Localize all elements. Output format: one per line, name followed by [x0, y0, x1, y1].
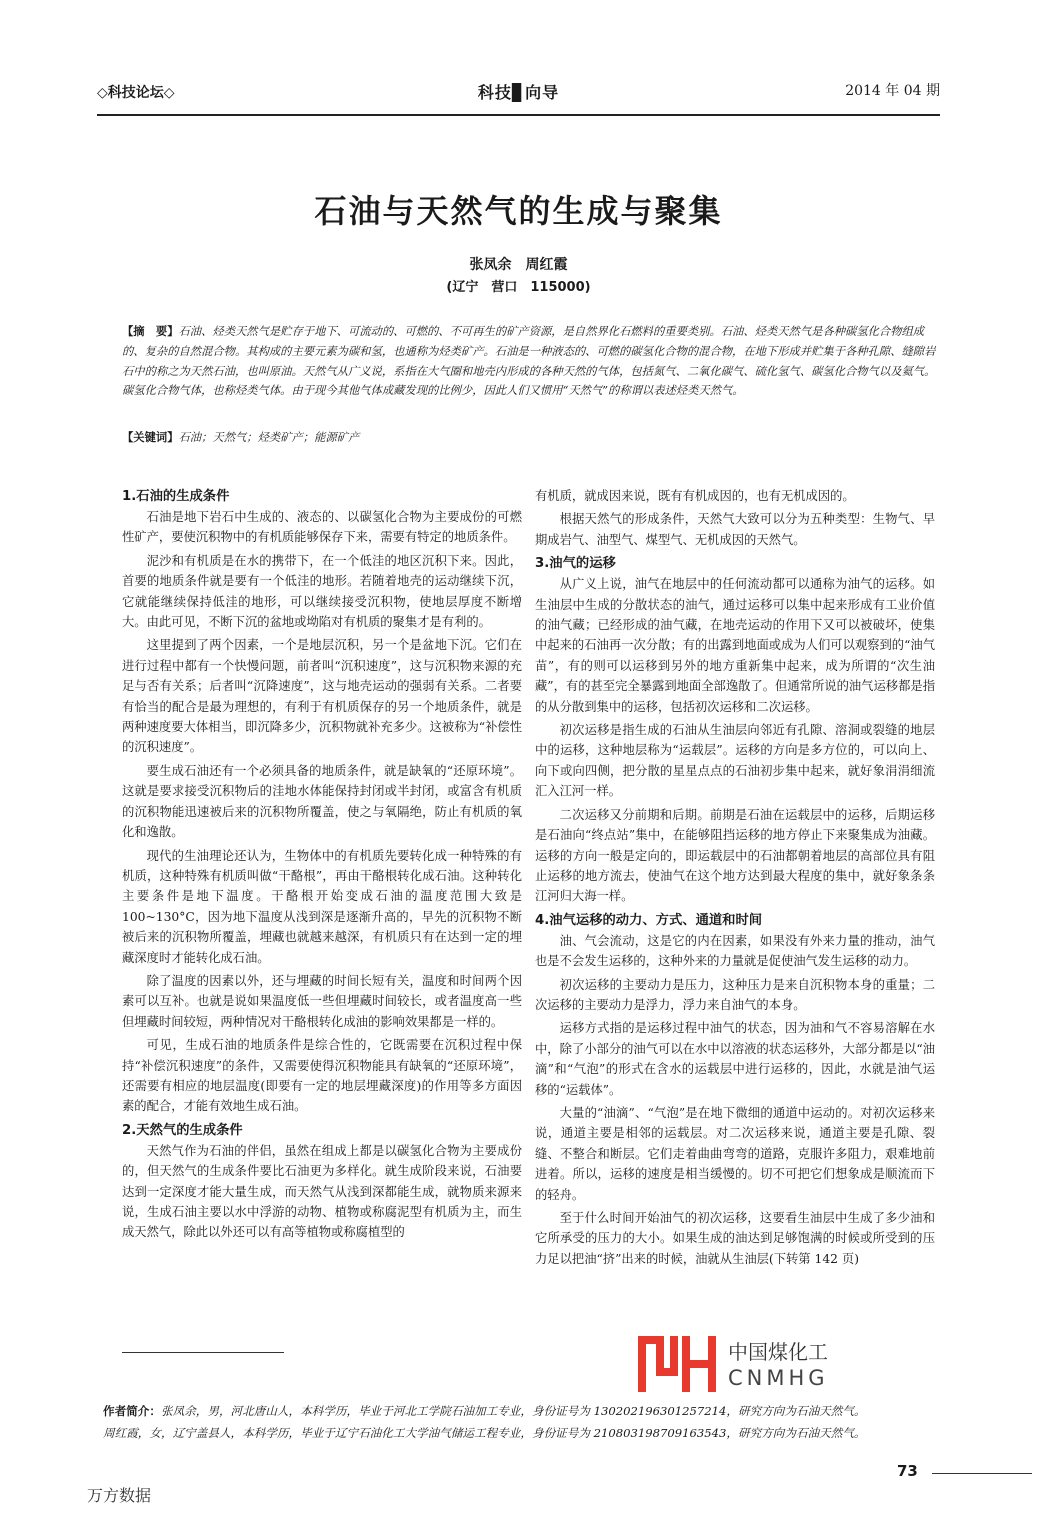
page-header: [97, 78, 940, 116]
section-heading-1: 1.石油的生成条件: [122, 489, 230, 504]
section-label: ◇科技论坛◇: [97, 85, 175, 101]
keywords: [122, 428, 945, 447]
paragraph: 有机质，就成因来说，既有有机成因的，也有无机成因的。: [535, 489, 855, 503]
paragraph: 二次运移又分前期和后期。前期是石油在运载层中的运移，后期运移是石油向“终点站”集中，在能够阻挡运移的地方停止下来聚集成为油藏。运移的方向一般是定向的，即运载层中的石油都朝着地层的高部位具有阻止运移的地方流去，使油气在这个地方达到最大程度的集中，就好象条条江河归大海一样。: [535, 807, 935, 904]
issue-label: 2014 年 04 期: [845, 83, 940, 99]
right-column: [535, 486, 935, 1272]
article-authors: 张凤余 周红霞: [469, 257, 568, 273]
paragraph: 天然气作为石油的伴侣，虽然在组成上都是以碳氢化合物为主要成份的，但天然气的生成条件要比石油更为多样化。就生成阶段来说，石油要达到一定深度才能大量生成，而天然气从浅到深都能生成，就物质来源来说，生成石油主要以水中浮游的动物、植物或称腐泥型有机质为主，而生成天然气，除此以外还可以有高等植物或称腐植型的: [122, 1143, 522, 1240]
article-affiliation: (辽宁 营口 115000): [446, 280, 591, 295]
paragraph: 初次运移的主要动力是压力，这种压力是来自沉积物本身的重量；二次运移的主要动力是浮力，浮力来自油气的本身。: [535, 977, 935, 1012]
logo-name-en: CNMHG: [728, 1366, 829, 1390]
page-number: 73: [897, 1462, 918, 1480]
article-title: 石油与天然气的生成与聚集: [314, 192, 723, 230]
author-note-text-1: 张凤余，男，河北唐山人，本科学历，毕业于河北工学院石油加工专业，身份证号为 130202196301257214，研究方向为石油天然气。: [160, 1404, 866, 1418]
logo-name-cn: 中国煤化工: [728, 1340, 828, 1364]
paragraph: 除了温度的因素以外，还与埋藏的时间长短有关，温度和时间两个因素可以互补。也就是说如果温度低一些但埋藏时间较长，或者温度高一些但埋藏时间较短，两种情况对干酪根转化成油的影响效果都是一样的。: [122, 973, 522, 1029]
abstract-label: 【摘 要】: [122, 324, 179, 338]
database-watermark: 万方数据: [87, 1486, 152, 1505]
author-note-label: 作者简介：: [103, 1404, 161, 1418]
section-heading-2: 2.天然气的生成条件: [122, 1122, 243, 1138]
keywords-text: 石油；天然气；烃类矿产；能源矿产: [178, 431, 360, 444]
paragraph: 可见，生成石油的地质条件是综合性的，它既需要在沉积过程中保持“补偿沉积速度”的条件，又需要使得沉积物能具有缺氧的“还原环境”，还需要有相应的地层温度(即要有一定的地层埋藏深度)的作用等多方面因素的配合，才能有效地生成石油。: [122, 1038, 522, 1114]
footnote-divider: [122, 1352, 284, 1353]
header-divider: [97, 114, 940, 116]
paragraph: 至于什么时间开始油气的初次运移，这要看生油层中生成了多少油和它所承受的压力的大小。如果生成的油达到足够饱满的时候或所受到的压力足以把油“挤”出来的时候，油就从生油层(下转第 142 页): [535, 1211, 935, 1266]
paragraph: 从广义上说，油气在地层中的任何流动都可以通称为油气的运移。如生油层中生成的分散状态的油气，通过运移可以集中起来形成有工业价值的油气藏；已经形成的油气藏，在地壳运动的作用下又可以被破坏，使集中起来的石油再一次分散；有的出露到地面或成为人们可以观察到的“油气苗”，有的则可以运移到另外的地方重新集中起来，成为所谓的“次生油藏”，有的甚至完全暴露到地面全部逸散了。但通常所说的油气运移都是指的从分散到集中的运移，包括初次运移和二次运移。: [535, 577, 935, 714]
page-number-rule: [932, 1473, 1032, 1474]
paragraph: 大量的“油滴”、“气泡”是在地下微细的通道中运动的。对初次运移来说，通道主要是相邻的运载层。对二次运移来说，通道主要是孔隙、裂缝、不整合和断层。它们走着曲曲弯弯的道路，克服许多阻力，艰难地前进着。所以，运移的速度是相当缓慢的。切不可把它们想象成是顺流而下的轻舟。: [535, 1105, 935, 1202]
section-heading-4: 4.油气运移的动力、方式、通道和时间: [535, 912, 763, 928]
left-column: [122, 486, 522, 1246]
author-note: [103, 1400, 977, 1444]
journal-name: 科技▊向导: [477, 83, 560, 102]
paragraph: 石油是地下岩石中生成的、液态的、以碳氢化合物为主要成份的可燃性矿产，要使沉积物中的有机质能够保存下来，需要有特定的地质条件。: [122, 510, 522, 545]
paragraph: 现代的生油理论还认为，生物体中的有机质先要转化成一种特殊的有机质，这种特殊有机质叫做“干酪根”，再由干酪根转化成石油。这种转化主要条件是地下温度。干酪根开始变成石油的温度范围大致是100~130°C，因为地下温度从浅到深是逐渐升高的，早先的沉积物不断被后来的沉积物所覆盖，埋藏也就越来越深，有机质只有在达到一定的埋藏深度时才能转化成石油。: [122, 848, 522, 965]
keywords-label: 【关键词】: [122, 430, 179, 444]
paragraph: 根据天然气的形成条件，天然气大致可以分为五种类型：生物气、早期成岩气、油型气、煤型气、无机成因的天然气。: [535, 512, 935, 547]
paragraph: 油、气会流动，这是它的内在因素，如果没有外来力量的推动，油气也是不会发生运移的，这种外来的力量就是促使油气发生运移的动力。: [535, 933, 935, 969]
paragraph: 要生成石油还有一个必须具备的地质条件，就是缺氧的“还原环境”。这就是要求接受沉积物后的洼地水体能保持封闭或半封闭，或富含有机质的沉积物能迅速被后来的沉积物所覆盖，使之与氧隔绝，防止有机质的氧化和逸散。: [122, 763, 522, 840]
paragraph: 初次运移是指生成的石油从生油层向邻近有孔隙、溶洞或裂缝的地层中的运移，这种地层称为“运载层”。运移的方向是多方位的，可以向上、向下或向四侧，把分散的星星点点的石油初步集中起来，就好象涓涓细流汇入江河一样。: [535, 723, 935, 799]
watermark-logo: [636, 1332, 856, 1396]
section-heading-3: 3.油气的运移: [535, 556, 616, 572]
paragraph: 泥沙和有机质是在水的携带下，在一个低洼的地区沉积下来。因此，首要的地质条件就是要有一个低洼的地形。若随着地壳的运动继续下沉，它就能继续保持低洼的地形，可以继续接受沉积物，使地层厚度不断增大。由此可见，不断下沉的盆地或坳陷对有机质的聚集才是有利的。: [122, 553, 522, 630]
cnmhg-logo-icon: [636, 1332, 724, 1396]
paragraph: 运移方式指的是运移过程中油气的状态，因为油和气不容易溶解在水中，除了小部分的油气可以在水中以溶液的状态运移外，大部分都是以“油滴”和“气泡”的形式在含水的运载层中进行运移的，因此，水就是油气运移的“运载体”。: [535, 1021, 935, 1097]
paragraph: 这里提到了两个因素，一个是地层沉积，另一个是盆地下沉。它们在进行过程中都有一个快慢问题，前者叫“沉积速度”，这与沉积物来源的充足与否有关系；后者叫“沉降速度”，这与地壳运动的强弱有关系。二者要有恰当的配合是最为理想的，有利于有机质保存的另一个地质条件，就是两种速度要大体相当，即沉降多少，沉积物就补充多少。这被称为“补偿性的沉积速度”。: [122, 638, 522, 755]
author-note-line-1: [103, 1400, 977, 1422]
abstract: [122, 322, 945, 401]
abstract-text: 石油、烃类天然气是贮存于地下、可流动的、可燃的、不可再生的矿产资源，是自然界化石燃料的重要类别。石油、烃类天然气是各种碳氢化合物组成的、复杂的自然混合物。其构成的主要元素为碳和氢，也通称为烃类矿产。石油是一种液态的、可燃的碳氢化合物的混合物，在地下形成并贮集于各种孔隙、缝隙岩石中的称之为天然石油，也叫原油。天然气从广义说，系指在大气圈和地壳内形成的各种天然的气体，包括氮气、二氧化碳气、硫化氢气、碳氢化合物气以及氦气。碳氢化合物气体，也称烃类气体。由于现今其他气体成藏发现的比例少，因此人们又惯用“天然气”的称谓以表述烃类天然气。: [122, 325, 936, 398]
author-note-line-2: 周红霞，女，辽宁盖县人，本科学历，毕业于辽宁石油化工大学油气储运工程专业，身份证号为 210803198709163543，研究方向为石油天然气。: [103, 1426, 866, 1440]
